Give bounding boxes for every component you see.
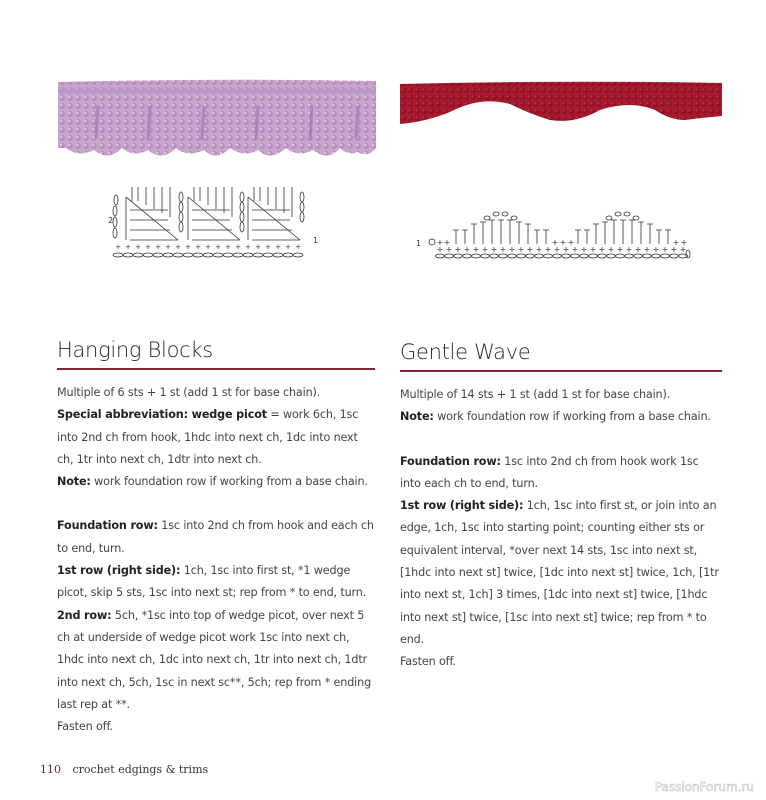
note: Note: work foundation row if working from a base chain. [400, 410, 711, 424]
svg-text:+: + [205, 243, 211, 251]
svg-text:+: + [679, 245, 687, 254]
gentle-wave-photo [400, 80, 722, 135]
svg-text:+: + [135, 243, 141, 251]
svg-text:+: + [463, 245, 471, 254]
svg-text:+: + [225, 243, 231, 251]
svg-text:+: + [634, 245, 642, 254]
svg-text:+: + [559, 238, 567, 247]
svg-text:+: + [165, 243, 171, 251]
svg-text:+: + [115, 243, 121, 251]
svg-text:+: + [285, 243, 291, 251]
svg-text:+: + [125, 243, 131, 251]
svg-text:+: + [245, 243, 251, 251]
svg-text:+: + [175, 243, 181, 251]
watermark: PassionForum.ru [654, 780, 754, 794]
svg-text:+: + [215, 243, 221, 251]
svg-text:+: + [517, 245, 525, 254]
hanging-blocks-chart [108, 185, 328, 263]
hanging-blocks-pattern [57, 338, 375, 738]
svg-text:+: + [472, 245, 480, 254]
title-rule [57, 368, 375, 370]
pattern-title: Hanging Blocks [57, 338, 213, 362]
stitch-multiple: Multiple of 6 sts + 1 st (add 1 st for base chain). [57, 386, 321, 399]
svg-text:+: + [490, 245, 498, 254]
svg-text:+: + [616, 245, 624, 254]
svg-text:+: + [670, 245, 678, 254]
pattern-title: Gentle Wave [400, 340, 531, 364]
svg-text:+: + [265, 243, 271, 251]
gentle-wave-pattern [400, 340, 722, 674]
foundation-row: Foundation row: 1sc into 2nd ch from hook and each ch to end, turn. [57, 519, 374, 555]
svg-text:+: + [652, 245, 660, 254]
svg-text:+: + [625, 245, 633, 254]
svg-text:+: + [445, 245, 453, 254]
fasten-off: Fasten off. [400, 655, 456, 669]
svg-text:+: + [535, 245, 543, 254]
svg-text:+: + [571, 245, 579, 254]
svg-text:+: + [481, 245, 489, 254]
svg-text:+: + [553, 245, 561, 254]
note: Note: work foundation row if working from a base chain. [57, 475, 368, 489]
svg-text:+: + [235, 243, 241, 251]
svg-text:+: + [680, 238, 688, 247]
svg-text:+: + [295, 243, 301, 251]
svg-text:+: + [436, 245, 444, 254]
row-label-2: 2 [108, 216, 114, 225]
stitch-multiple: Multiple of 14 sts + 1 st (add 1 st for base chain). [400, 388, 671, 401]
row-label-1: 1 [313, 236, 319, 245]
svg-text:+: + [508, 245, 516, 254]
svg-text:+: + [185, 243, 191, 251]
svg-text:+: + [155, 243, 161, 251]
svg-text:+: + [499, 245, 507, 254]
svg-text:+: + [544, 245, 552, 254]
svg-text:+: + [661, 245, 669, 254]
svg-text:+: + [562, 245, 570, 254]
svg-text:+: + [255, 243, 261, 251]
svg-text:+: + [567, 238, 575, 247]
gentle-wave-chart [412, 208, 697, 262]
svg-text:+: + [195, 243, 201, 251]
foundation-row: Foundation row: 1sc into 2nd ch from hook work 1sc into each ch to end, turn. [400, 454, 699, 490]
row-1: 1st row (right side): 1ch, 1sc into first st, or join into an edge, 1ch, 1sc into starting point; counting either sts or equivalent interval, *over next 14 sts, 1sc into next st, [1hdc into next st] twice, [1dc into next st] twice, 1ch, [1tr into next st, 1ch] 3 times, [1dc into next st] twice, [1hdc into next st] twice, [1sc into next st] twice; rep from * to end. [400, 499, 719, 646]
section-title: crochet edgings & trims [72, 763, 209, 776]
svg-text:+: + [672, 238, 680, 247]
svg-text:+: + [607, 245, 615, 254]
row-2: 2nd row: 5ch, *1sc into top of wedge picot, over next 5 ch at underside of wedge picot work 1sc into next ch, 1hdc into next ch, 1dc into next ch, 1tr into next ch, 1dtr into next ch, 5ch, 1sc in next sc**, 5ch; rep from * ending last rep at **. [57, 608, 372, 711]
page-footer [40, 763, 208, 776]
svg-text:+: + [454, 245, 462, 254]
svg-text:+: + [526, 245, 534, 254]
svg-text:+: + [589, 245, 597, 254]
svg-text:+: + [551, 238, 559, 247]
fasten-off: Fasten off. [57, 720, 113, 734]
svg-text:+: + [643, 245, 651, 254]
svg-text:+: + [443, 238, 451, 247]
hanging-blocks-photo [58, 78, 376, 166]
row-label-1: 1 [416, 239, 422, 248]
title-rule [400, 370, 722, 372]
svg-text:+: + [598, 245, 606, 254]
svg-text:+: + [275, 243, 281, 251]
row-1: 1st row (right side): 1ch, 1sc into first st, *1 wedge picot, skip 5 sts, 1sc into next st; rep from * to end, turn. [57, 564, 367, 600]
svg-text:+: + [580, 245, 588, 254]
special-abbreviation: Special abbreviation: wedge picot = work 6ch, 1sc into 2nd ch from hook, 1hdc into next ch, 1dc into next ch, 1tr into next ch, 1dtr into next ch. [57, 408, 359, 466]
svg-text:+: + [145, 243, 151, 251]
svg-text:+: + [436, 238, 444, 247]
page-number: 110 [40, 763, 61, 776]
